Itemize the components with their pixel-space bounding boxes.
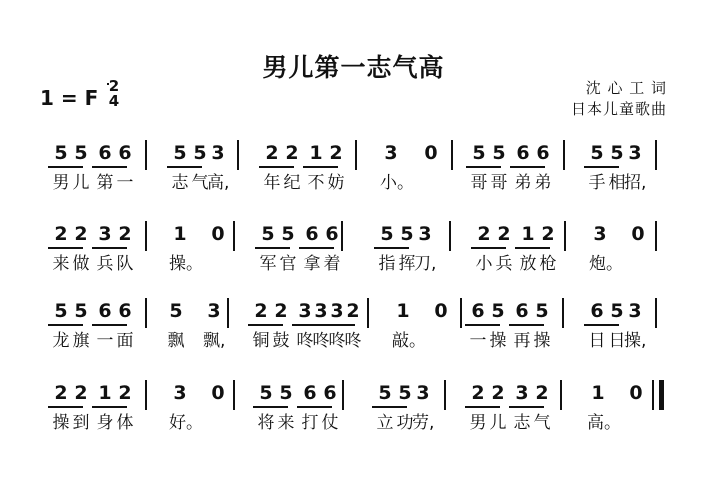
lyric-syllable: 劳,	[412, 413, 435, 433]
lyric-syllable: 妨	[327, 173, 345, 193]
lyric-syllable: 哥	[470, 173, 488, 193]
lyric-syllable: 到	[72, 413, 90, 433]
lyric-syllable: 招,	[624, 173, 647, 193]
lyric-syllable: 相	[608, 173, 626, 193]
lyric-syllable: 军	[259, 254, 277, 274]
lyric-syllable: 哥	[490, 173, 508, 193]
note: 3	[628, 142, 642, 164]
lyric-syllable: 一	[469, 331, 487, 351]
note: 6	[98, 300, 112, 322]
note: 5	[492, 142, 506, 164]
note: 5	[398, 382, 412, 404]
lyric-syllable: 日	[588, 331, 606, 351]
lyric-syllable: 刀,	[414, 254, 437, 274]
barline	[233, 221, 235, 251]
lyric-syllable: 炮。	[589, 254, 623, 274]
lyric-syllable: 仗	[321, 413, 339, 433]
note: 5	[193, 142, 207, 164]
lyric-syllable: 来	[52, 254, 70, 274]
note: 6	[118, 142, 132, 164]
time-signature-bottom: 4	[108, 92, 120, 110]
lyric-syllable: 志	[513, 413, 531, 433]
lyric-syllable: 立	[376, 413, 394, 433]
note: 0	[629, 382, 643, 404]
note: 5	[281, 223, 295, 245]
barline	[563, 140, 565, 170]
note: 5	[610, 300, 624, 322]
lyric-syllable: 做	[72, 254, 90, 274]
note: 2	[346, 300, 360, 322]
lyric-syllable: 高,	[207, 173, 230, 193]
lyric-syllable: 咚	[312, 331, 330, 351]
final-barline-thin	[652, 380, 654, 410]
lyric-syllable: 着	[323, 254, 341, 274]
lyric-syllable: 龙	[52, 331, 70, 351]
note: 5	[610, 142, 624, 164]
lyric-syllable: 队	[116, 254, 134, 274]
lyric-syllable: 日	[608, 331, 626, 351]
barline	[355, 140, 357, 170]
lyric-syllable: 儿	[72, 173, 90, 193]
note: 3	[314, 300, 328, 322]
score-system-1	[40, 138, 667, 208]
barline	[655, 298, 657, 328]
note: 2	[491, 382, 505, 404]
time-signature-top: 2	[108, 77, 120, 95]
note: 5	[279, 382, 293, 404]
barline	[444, 380, 446, 410]
time-signature-line	[107, 83, 109, 85]
note: 6	[303, 382, 317, 404]
note: 5	[169, 300, 183, 322]
note: 2	[74, 382, 88, 404]
barline	[237, 140, 239, 170]
lyric-syllable: 兵	[96, 254, 114, 274]
note: 1	[98, 382, 112, 404]
note: 5	[400, 223, 414, 245]
lyric-syllable: 打	[301, 413, 319, 433]
barline	[145, 221, 147, 251]
note: 5	[173, 142, 187, 164]
barline	[460, 298, 462, 328]
key-signature: 1 = F	[40, 86, 99, 110]
music-credit: 日本儿童歌曲	[570, 100, 667, 118]
note: 6	[323, 382, 337, 404]
note: 5	[54, 300, 68, 322]
note: 0	[424, 142, 438, 164]
note: 2	[54, 382, 68, 404]
lyric-syllable: 咚	[296, 331, 314, 351]
score-system-2	[40, 219, 667, 289]
note: 2	[471, 382, 485, 404]
lyric-syllable: 弟	[514, 173, 532, 193]
note: 3	[418, 223, 432, 245]
lyric-syllable: 小	[475, 254, 493, 274]
lyric-syllable: 儿	[489, 413, 507, 433]
note: 3	[211, 142, 225, 164]
lyric-syllable: 官	[279, 254, 297, 274]
note: 5	[535, 300, 549, 322]
note: 1	[173, 223, 187, 245]
barline	[341, 221, 343, 251]
lyric-syllable: 操,	[624, 331, 647, 351]
note: 5	[590, 142, 604, 164]
lyric-syllable: 一	[96, 331, 114, 351]
note: 2	[118, 223, 132, 245]
lyric-syllable: 再	[513, 331, 531, 351]
barline	[564, 221, 566, 251]
lyric-syllable: 体	[116, 413, 134, 433]
barline	[562, 298, 564, 328]
lyric-syllable: 敲。	[392, 331, 426, 351]
time-signature	[107, 79, 121, 109]
note: 2	[535, 382, 549, 404]
lyric-syllable: 鼓	[272, 331, 290, 351]
note: 3	[330, 300, 344, 322]
barline	[342, 380, 344, 410]
note: 1	[521, 223, 535, 245]
note: 5	[378, 382, 392, 404]
lyric-syllable: 兵	[495, 254, 513, 274]
note: 2	[118, 382, 132, 404]
lyric-syllable: 枪	[539, 254, 557, 274]
score-system-4	[40, 378, 667, 448]
note: 6	[471, 300, 485, 322]
note: 1	[309, 142, 323, 164]
lyric-syllable: 功	[396, 413, 414, 433]
lyric-syllable: 手	[588, 173, 606, 193]
note: 3	[416, 382, 430, 404]
note: 6	[325, 223, 339, 245]
note: 6	[98, 142, 112, 164]
lyric-syllable: 挥	[398, 254, 416, 274]
lyric-syllable: 铜	[252, 331, 270, 351]
note: 2	[285, 142, 299, 164]
lyric-syllable: 身	[96, 413, 114, 433]
note: 5	[74, 142, 88, 164]
lyric-syllable: 放	[519, 254, 537, 274]
note: 3	[384, 142, 398, 164]
note: 0	[211, 223, 225, 245]
lyric-syllable: 年	[263, 173, 281, 193]
barline	[145, 298, 147, 328]
note: 5	[261, 223, 275, 245]
lyric-syllable: 志	[171, 173, 189, 193]
note: 6	[516, 142, 530, 164]
lyric-syllable: 拿	[303, 254, 321, 274]
lyric-syllable: 一	[116, 173, 134, 193]
lyric-syllable: 咚	[328, 331, 346, 351]
note: 5	[259, 382, 273, 404]
note: 3	[593, 223, 607, 245]
song-title: 男儿第一志气高	[262, 53, 445, 82]
lyric-syllable: 高。	[587, 413, 621, 433]
note: 3	[628, 300, 642, 322]
lyricist-credit: 沈 心 工 词	[585, 79, 667, 97]
note: 5	[380, 223, 394, 245]
barline	[233, 380, 235, 410]
note: 6	[536, 142, 550, 164]
note: 6	[118, 300, 132, 322]
note: 2	[54, 223, 68, 245]
lyric-syllable: 操	[52, 413, 70, 433]
barline	[655, 140, 657, 170]
note: 3	[298, 300, 312, 322]
barline	[367, 298, 369, 328]
note: 5	[54, 142, 68, 164]
note: 2	[497, 223, 511, 245]
note: 0	[631, 223, 645, 245]
note: 2	[274, 300, 288, 322]
lyric-syllable: 操	[533, 331, 551, 351]
lyric-syllable: 飘	[167, 331, 185, 351]
lyric-syllable: 旗	[72, 331, 90, 351]
note: 2	[329, 142, 343, 164]
note: 1	[591, 382, 605, 404]
lyric-syllable: 来	[277, 413, 295, 433]
note: 2	[254, 300, 268, 322]
note: 3	[173, 382, 187, 404]
lyric-syllable: 弟	[534, 173, 552, 193]
note: 6	[590, 300, 604, 322]
lyric-syllable: 气	[191, 173, 209, 193]
lyric-syllable: 咚	[344, 331, 362, 351]
lyric-syllable: 不	[307, 173, 325, 193]
note: 1	[396, 300, 410, 322]
note: 6	[305, 223, 319, 245]
lyric-syllable: 第	[96, 173, 114, 193]
barline	[451, 140, 453, 170]
note: 3	[515, 382, 529, 404]
note: 2	[265, 142, 279, 164]
note: 6	[515, 300, 529, 322]
note: 0	[211, 382, 225, 404]
lyric-syllable: 面	[116, 331, 134, 351]
lyric-syllable: 纪	[283, 173, 301, 193]
score-system-3	[40, 296, 667, 366]
lyric-syllable: 好。	[169, 413, 203, 433]
barline	[145, 140, 147, 170]
final-barline-thick	[659, 380, 664, 410]
lyric-syllable: 将	[257, 413, 275, 433]
barline	[655, 221, 657, 251]
barline	[560, 380, 562, 410]
credits	[571, 78, 667, 120]
note: 3	[207, 300, 221, 322]
note: 0	[434, 300, 448, 322]
note: 5	[74, 300, 88, 322]
note: 5	[472, 142, 486, 164]
barline	[227, 298, 229, 328]
note: 5	[491, 300, 505, 322]
lyric-syllable: 指	[378, 254, 396, 274]
barline	[145, 380, 147, 410]
note: 2	[74, 223, 88, 245]
lyric-syllable: 操	[489, 331, 507, 351]
note: 2	[477, 223, 491, 245]
note: 3	[98, 223, 112, 245]
barline	[449, 221, 451, 251]
note: 2	[541, 223, 555, 245]
lyric-syllable: 飘,	[203, 331, 226, 351]
lyric-syllable: 操。	[169, 254, 203, 274]
lyric-syllable: 气	[533, 413, 551, 433]
lyric-syllable: 男	[52, 173, 70, 193]
lyric-syllable: 男	[469, 413, 487, 433]
lyric-syllable: 小。	[380, 173, 414, 193]
